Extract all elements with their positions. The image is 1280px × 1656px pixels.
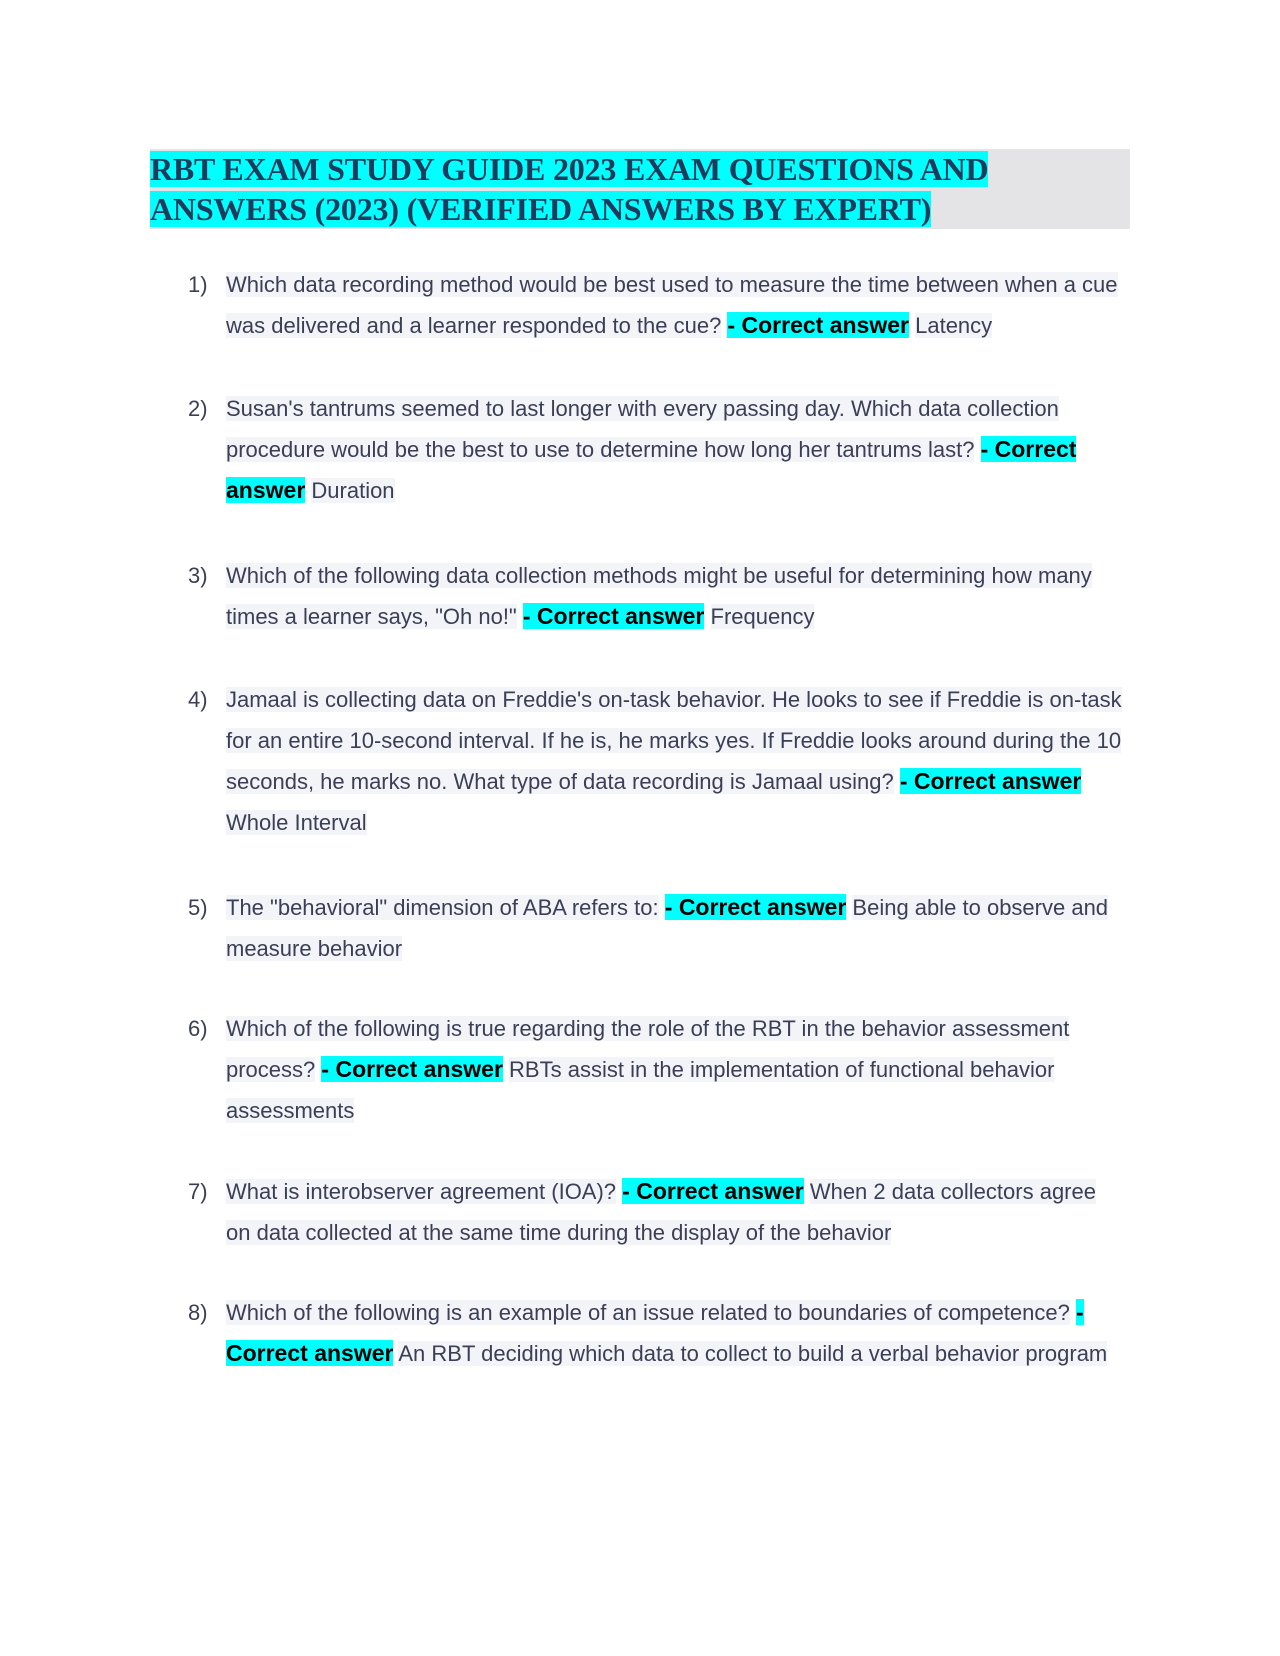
- item-number: 6): [188, 1016, 208, 1041]
- title-line-1: RBT EXAM STUDY GUIDE 2023 EXAM QUESTIONS AND: [150, 151, 989, 187]
- correct-answer-label: - Correct answer: [727, 312, 909, 338]
- correct-answer-label: - Correct answer: [622, 1178, 804, 1204]
- answer-text: Latency: [915, 313, 993, 338]
- item-number: 3): [188, 563, 208, 588]
- answer-text: An RBT deciding which data to collect to build a verbal behavior program: [398, 1341, 1108, 1366]
- answer-text: RBTs assist in the implementation of functional behavior assessments: [226, 1057, 1055, 1123]
- correct-answer-label: - Correct answer: [321, 1056, 503, 1082]
- correct-answer-label: - Correct answer: [899, 768, 1082, 794]
- correct-answer-label: - Correct answer: [226, 436, 1077, 503]
- item-number: 1): [188, 272, 208, 297]
- item-body: [226, 887, 1126, 969]
- title-line-2: ANSWERS (2023) (VERIFIED ANSWERS BY EXPERT): [150, 191, 932, 227]
- item-body: [226, 679, 1126, 843]
- answer-text: Frequency: [710, 604, 815, 629]
- item-body: [226, 1292, 1126, 1374]
- question-text: Susan's tantrums seemed to last longer with every passing day. Which data collection procedure would be the best to use to determine how long her tantrums last?: [226, 396, 1059, 462]
- correct-answer-label: - Correct answer: [522, 603, 705, 629]
- item-number: 2): [188, 396, 208, 421]
- question-text: Which of the following is true regarding the role of the RBT in the behavior assessment process?: [226, 1016, 1070, 1082]
- question-text: The "behavioral" dimension of ABA refers to:: [226, 895, 659, 920]
- answer-text: Whole Interval: [226, 810, 367, 835]
- answer-text: Duration: [311, 478, 395, 503]
- correct-answer-label: - Correct answer: [226, 1299, 1084, 1366]
- answer-text: When 2 data collectors agree on data collected at the same time during the display of the behavior: [226, 1179, 1096, 1245]
- question-text: Which of the following data collection methods might be useful for determining how many times a learner says, "Oh no!": [226, 563, 1092, 629]
- item-body: [226, 555, 1126, 637]
- item-body: [226, 1008, 1126, 1131]
- item-body: [226, 1171, 1126, 1253]
- answer-text: Being able to observe and measure behavior: [226, 895, 1109, 961]
- item-body: [226, 264, 1126, 346]
- item-number: 5): [188, 895, 208, 920]
- question-text: Jamaal is collecting data on Freddie's on-task behavior. He looks to see if Freddie is on-task for an entire 10-second interval. If he is, he marks yes. If Freddie looks around during the 10 seconds, he marks no. What type of data recording is Jamaal using?: [226, 687, 1122, 794]
- item-number: 8): [188, 1300, 208, 1325]
- question-text: Which of the following is an example of an issue related to boundaries of competence?: [226, 1300, 1070, 1325]
- correct-answer-label: - Correct answer: [664, 894, 847, 920]
- document-title: [150, 149, 1130, 229]
- question-text: What is interobserver agreement (IOA)?: [226, 1179, 617, 1204]
- question-text: Which data recording method would be best used to measure the time between when a cue was delivered and a learner responded to the cue?: [226, 272, 1118, 338]
- item-number: 7): [188, 1179, 208, 1204]
- item-number: 4): [188, 687, 208, 712]
- item-body: [226, 388, 1126, 511]
